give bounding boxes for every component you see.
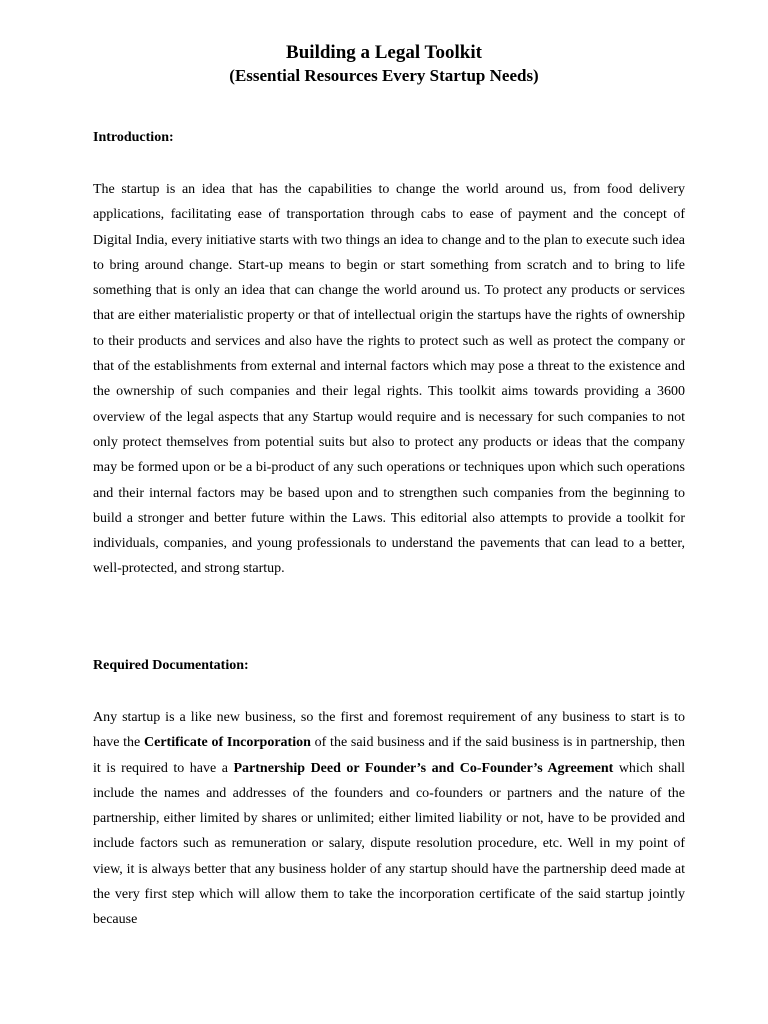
certificate-of-incorporation-term: Certificate of Incorporation [144,735,311,751]
required-documentation-paragraph [93,705,685,933]
required-documentation-heading: Required Documentation: [93,658,249,673]
doc-text-3: which shall include the names and addresses of the founders and co-founders or partners and the nature of the partnership, either limited by shares or unlimited; either limited liability or not, have to be provided and include factors such as remuneration or salary, dispute resolution procedure, etc. Well in my point of view, it is always better that any business holder of any startup should have the partnership deed made at the very first step which will allow them to take the incorporation certificate of the said startup jointly because [93,760,685,928]
document-title: Building a Legal Toolkit [286,42,482,63]
introduction-heading: Introduction: [93,130,174,145]
introduction-paragraph: The startup is an idea that has the capabilities to change the world around us, from food delivery applications, facilitating ease of transportation through cabs to ease of payment and the concept of Digital India, every initiative starts with two things an idea to change and to the plan to execute such idea to bring around change. Start-up means to begin or start something from scratch and to bring to life something that is only an idea that can change the world around us. To protect any products or services that are either materialistic property or that of intellectual origin the startups have the rights of ownership to their products and services and also have the rights to protect such as well as protect the company or that of the establishments from external and internal factors which may pose a threat to the existence and the ownership of such companies and their legal rights. This toolkit aims towards providing a 3600 overview of the legal aspects that any Startup would require and is necessary for such companies to not only protect themselves from potential suits but also to protect any products or ideas that the company may be formed upon or be a bi-product of any such operations or techniques upon which such operations and their internal factors may be based upon and to strengthen such companies from the beginning to build a stronger and better future within the Laws. This editorial also attempts to provide a toolkit for individuals, companies, and young professionals to understand the pavements that can lead to a better, well-protected, and strong startup. [93,182,685,577]
partnership-deed-term: Partnership Deed or Founder’s and Co-Founder’s Agreement [233,760,614,776]
document-subtitle: (Essential Resources Every Startup Needs) [229,66,539,85]
doc-text-1: Any startup is a like new business, so the first and foremost requirement of any business to start is to have the [93,710,685,751]
doc-text-2: of the said business and if the said business is in partnership, then it is required to have a [93,735,685,776]
